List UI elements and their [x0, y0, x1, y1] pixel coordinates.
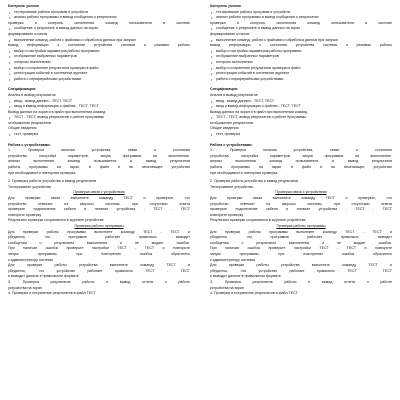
- bullet-item: • отображение выбранных параметров: [8, 54, 190, 60]
- text-line: сообщения о результатах выполнения и не выдает ошибок.: [210, 240, 392, 245]
- bullet-item: • регистрация событий в системном журнале: [8, 71, 190, 77]
- left-column: [8, 2, 190, 398]
- text-line: работы программы на экран, в файл и на печатающее устройство: [8, 165, 190, 170]
- text-line: вывод информации о состоянии устройства системы и режимах работы: [210, 43, 392, 48]
- bullet-item: • выбор и сохранение результатов проверки в файл: [8, 66, 190, 72]
- subsection-heading: Проверка работы программы: [74, 223, 124, 228]
- bullet-item: • контроль выполнения: [210, 60, 392, 66]
- subsection-heading: Проверка связи с устройством: [275, 190, 327, 195]
- text-line: Для проверки связи выполните команду ТЕСТ и проверьте, что: [210, 196, 392, 200]
- text-line: анализ выполнения команд пользователя и вывод результатов: [8, 159, 190, 164]
- bullet-item: • анализ работы программы и вывод сообщения о результатах: [8, 15, 190, 21]
- text-line: Результаты проверки сохраняются в журнале устройства: [210, 218, 306, 223]
- section-heading: Контроль учения: [8, 4, 39, 8]
- text-line: Анализ и вывод результатов: [210, 92, 258, 97]
- bullet-item: • ввод и вывод информации о файлах - ТЕСТ, ТЕСТ: [8, 104, 190, 110]
- text-line: 2. Проверка работы устройства и вывод результатов: [210, 179, 299, 184]
- text-line: устройство отвечает на запросы системы, при отсутствии ответа: [210, 201, 392, 206]
- text-line: формирование отчетов: [210, 31, 250, 36]
- text-line: Вывод данных на экран и в файл при выполнении команд: [8, 109, 106, 114]
- text-line: Тестирование устройства: [210, 184, 253, 189]
- text-line: проверка и контроль исполнения команд пользователя в системе: [8, 20, 190, 25]
- text-line: При наличии ошибок проверьте настройки ТЕСТ - ТЕСТ и повторите: [210, 246, 392, 251]
- bullet-item: • тест, проверка: [210, 132, 392, 138]
- text-line: 3. Проверка результатов работы и вывод отчета о работе: [210, 279, 392, 284]
- bullet-item: • тест, проверка: [8, 132, 190, 138]
- bullet-item: • анализ работы программы и вывод сообщения о результатах: [210, 15, 392, 21]
- bullet-item: • ТЕСТ - ТЕСТ, вывод результатов о работе программы: [210, 115, 392, 121]
- text-line: 4. Проверка и сохранение результатов в файл ТЕСТ: [210, 291, 298, 296]
- bullet-item: • ввод - вывод данных - ТЕСТ, ТЕСТ: [210, 99, 392, 105]
- bullet-item: • ввод - вывод данных - ТЕСТ, ТЕСТ: [8, 99, 190, 105]
- text-line: убедитесь, что программа работает правильно, выводит: [8, 235, 190, 240]
- bullet-item: • работа с периферийными устройствами: [8, 77, 190, 83]
- text-line: убедитесь, что программа работает правильно, выводит: [210, 235, 392, 240]
- bullet-item: • ТЕСТ - ТЕСТ, вывод результатов о работе программы: [8, 115, 190, 121]
- bullet-item: • тестирование работы программ и устройств: [8, 10, 190, 16]
- text-line: 4. Проверка и сохранение результатов в файл ТЕСТ: [8, 291, 96, 296]
- bullet-item: • тестирование работы программ и устройств: [210, 10, 392, 16]
- text-line: запуск программы, при повторении ошибок обратитесь: [210, 251, 392, 256]
- text-line: Для проверки связи выполните команду ТЕСТ и проверьте, что: [8, 196, 190, 200]
- text-line: Для проверки работы устройства выполните команду ТЕСТ и: [8, 263, 190, 268]
- paragraph-gap: [8, 138, 190, 141]
- text-line: Для проверки работы устройства выполните команду ТЕСТ и: [210, 263, 392, 268]
- text-line: Общие сведения: [210, 126, 239, 131]
- text-line: Для проверки работы программы выполните команду ТЕСТ - ТЕСТ и: [8, 229, 190, 234]
- paragraph-gap: [210, 138, 392, 141]
- text-line: устройства на экран: [210, 285, 244, 290]
- text-line: 3. Проверка результатов работы и вывод отчета о работе: [8, 279, 190, 284]
- text-line: вывод информации о состоянии устройства системы и режимах работы: [8, 43, 190, 48]
- text-line: повторите проверку: [8, 212, 42, 217]
- text-line: отображение результатов: [210, 120, 253, 125]
- text-line: Вывод данных на экран и в файл при выполнении команд: [210, 109, 308, 114]
- text-line: 2. Проверка работы устройства и вывод результатов: [8, 179, 97, 184]
- text-line: проверьте подключение кабеля и питание устройства - ТЕСТ - ТЕСТ: [210, 207, 392, 212]
- text-line: формирование отчетов: [8, 31, 48, 36]
- text-line: работы программы на экран, в файл и на печатающее устройство: [210, 165, 392, 170]
- text-line: Тестирование устройства: [8, 184, 51, 189]
- text-line: Для проверки работы программы выполните команду ТЕСТ - ТЕСТ и: [210, 229, 392, 234]
- section-heading: Контроль учения: [210, 4, 241, 8]
- section-heading: Работа с устройствами:: [8, 142, 51, 147]
- text-line: и выводит данные в правильном формате: [210, 274, 281, 279]
- subsection-heading: Проверка работы программы: [276, 223, 326, 228]
- section-heading: Спецификация:: [8, 87, 37, 92]
- text-line: 1. Проверка наличия устройства, связи и состояния: [8, 148, 190, 153]
- text-line: устройства на экран: [8, 285, 42, 290]
- bullet-item: • сообщение о результате и вывод данных на экран: [8, 26, 190, 32]
- bullet-item: • отображение выбранных параметров: [210, 54, 392, 60]
- text-line: проверьте подключение кабеля и питание устройства - ТЕСТ - ТЕСТ: [8, 207, 190, 212]
- text-line: запуск программы, при повторении ошибок обратитесь: [8, 251, 190, 256]
- text-line: 1. Проверка наличия устройства, связи и состояния: [210, 148, 392, 153]
- text-line: к администратору системы: [8, 257, 54, 262]
- text-line: Результаты проверки сохраняются в журнале устройства: [8, 218, 104, 223]
- text-line: анализ выполнения команд пользователя и вывод результатов: [210, 159, 392, 164]
- bullet-item: • ввод и вывод информации о файлах - ТЕСТ, ТЕСТ: [210, 104, 392, 110]
- text-line: устройства, настройка параметров, запуск программы на выполнение,: [210, 153, 392, 158]
- section-heading: Спецификация:: [210, 87, 239, 92]
- text-line: при необходимости повторная проверка: [210, 170, 278, 175]
- text-line: устройства, настройка параметров, запуск программы на выполнение,: [8, 153, 190, 158]
- right-column: [210, 2, 392, 398]
- bullet-item: • регистрация событий в системном журнале: [210, 71, 392, 77]
- text-line: повторите проверку: [210, 212, 244, 217]
- bullet-item: • выбор и настройка параметров работы программы: [210, 49, 392, 55]
- text-line: и выводит данные в правильном формате: [8, 274, 79, 279]
- text-line: проверка и контроль исполнения команд пользователя в системе: [210, 20, 392, 25]
- bullet-item: • выполнение команд, работа с файлами и обработка данных при запуске: [8, 38, 190, 44]
- bullet-item: • сообщение о результате и вывод данных на экран: [210, 26, 392, 32]
- paragraph-gap: [210, 82, 392, 85]
- bullet-item: • работа с периферийными устройствами: [210, 77, 392, 83]
- text-line: Анализ и вывод результатов: [8, 92, 56, 97]
- text-line: к администратору системы: [210, 257, 256, 262]
- bullet-item: • выполнение команд, работа с файлами и обработка данных при запуске: [210, 38, 392, 44]
- text-line: Общие сведения: [8, 126, 37, 131]
- text-line: сообщения о результатах выполнения и не выдает ошибок.: [8, 240, 190, 245]
- bullet-item: • выбор и сохранение результатов проверки в файл: [210, 66, 392, 72]
- text-line: убедитесь, что устройство работает правильно ТЕСТ - ТЕСТ: [8, 268, 190, 273]
- text-line: при необходимости повторная проверка: [8, 170, 76, 175]
- paragraph-gap: [8, 82, 190, 85]
- bullet-item: • выбор и настройка параметров работы программы: [8, 49, 190, 55]
- text-line: убедитесь, что устройство работает правильно ТЕСТ - ТЕСТ: [210, 268, 392, 273]
- text-line: отображение результатов: [8, 120, 51, 125]
- subsection-heading: Проверка связи с устройством: [73, 190, 125, 195]
- text-line: При наличии ошибок проверьте настройки ТЕСТ - ТЕСТ и повторите: [8, 246, 190, 251]
- section-heading: Работа с устройствами:: [210, 142, 253, 147]
- bullet-item: • контроль выполнения: [8, 60, 190, 66]
- text-line: устройство отвечает на запросы системы, при отсутствии ответа: [8, 201, 190, 206]
